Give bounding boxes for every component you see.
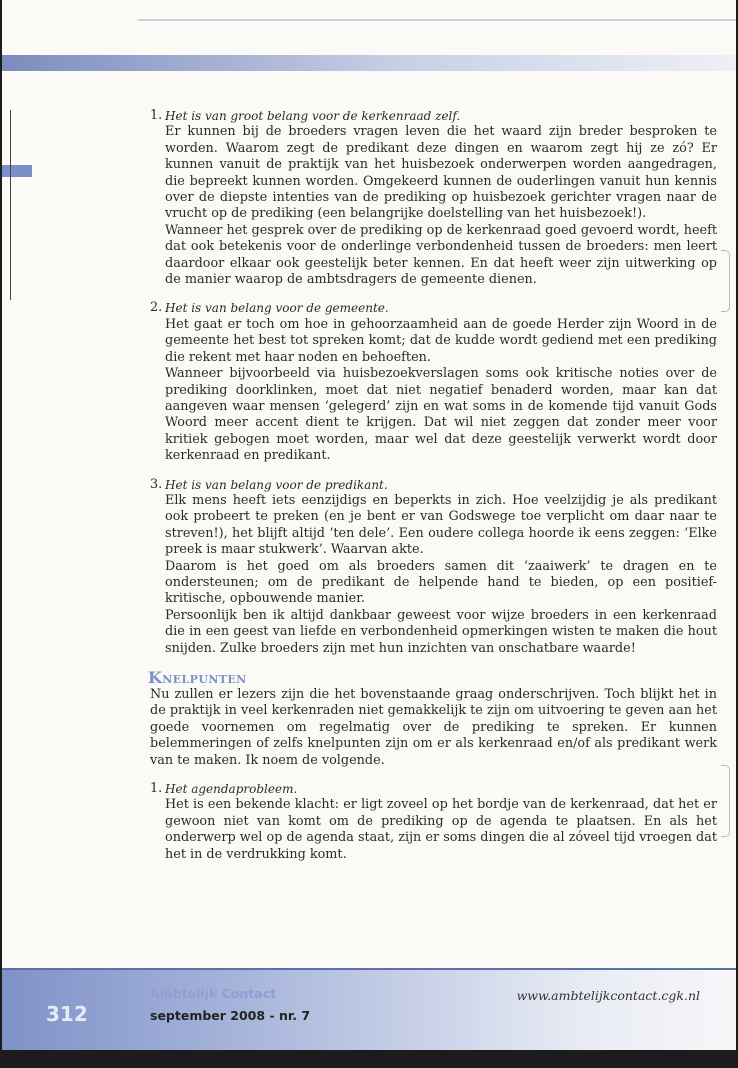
item-paragraph: Persoonlijk ben ik altijd dankbaar geweest voor wijze broeders in een kerkenraad die in een geest van liefde en verbondenheid opmerkingen wisten te maken die hout snijden. Zulke broeders zijn met hun inzichten van onschatbare waarde!: [165, 607, 717, 656]
item-body: [165, 108, 717, 288]
item-body: [165, 477, 717, 657]
item-paragraph: Elk mens heeft iets eenzijdigs en beperkts in zich. Hoe veelzijdig je als predikant ook probeert te preken (en je bent er van Godswege toe verplicht om daar naar te streven!), het blijft altijd ‘ten dele’. Een oudere collega hoorde ik eens zeggen: ‘Elke preek is maar stukwerk’. Waarvan akte.: [165, 492, 717, 558]
item-number: 3.: [150, 476, 163, 492]
section-intro: Nu zullen er lezers zijn die het bovenstaande graag onderschrijven. Toch blijkt het in de praktijk in veel kerkenraden niet gemakkelijk te zijn om uitvoering te geven aan het goede voornemen om regelmatig over de prediking te spreken. Er kunnen belemmeringen of zelfs knelpunten zijn om er als kerkenraad en/of als predikant werk van te maken. Ik noem de volgende.: [150, 687, 717, 768]
item-paragraph: Daarom is het goed om als broeders samen dit ‘zaaiwerk’ te dragen en te ondersteunen; om de predikant de helpende hand te bieden, op een positief-kritische, opbouwende manier.: [165, 558, 717, 607]
item-title: Het is van groot belang voor de kerkenraad zelf.: [165, 109, 461, 123]
publication-name: Ambtelijk Contact: [150, 986, 277, 1001]
top-rule: [138, 19, 736, 21]
item-paragraph: Er kunnen bij de broeders vragen leven die het waard zijn breder besproken te worden. Waarom zegt de predikant deze dingen en waarom zegt hij ze zó? Er kunnen vanuit de praktijk van het huisbezoek onderwerpen worden aangedragen, die bepreekt kunnen worden. Omgekeerd kunnen de ouderlingen vanuit hun kennis over de diepste intenties van de prediking op huisbezoek gerichter vragen naar de vrucht op de prediking (een belangrijke doelstelling van het huisbezoek!).: [165, 124, 717, 222]
margin-line: [10, 110, 11, 300]
header-band: [2, 55, 736, 71]
item-paragraph: Het gaat er toch om hoe in gehoorzaamheid aan de goede Herder zijn Woord in de gemeente het best tot spreken komt; dat de kudde wordt gediend met een prediking die rekent met haar noden en behoeften.: [165, 316, 717, 365]
page-number: 312: [46, 1002, 88, 1026]
page: [2, 0, 736, 1050]
article-body: [150, 108, 717, 875]
item-body: [165, 300, 717, 464]
problems-list: [150, 781, 717, 863]
list-item: [150, 108, 717, 288]
item-title: Het is van belang voor de predikant.: [165, 477, 388, 492]
item-body: [165, 781, 717, 863]
item-title: Het is van belang voor de gemeente.: [165, 301, 389, 316]
list-item: [150, 477, 717, 657]
list-item: [150, 781, 717, 863]
footer-rule: [2, 968, 736, 970]
item-number: 2.: [150, 300, 163, 316]
website-url: www.ambtelijkcontact.cgk.nl: [516, 988, 700, 1003]
side-marker: [2, 165, 32, 177]
issue-info: september 2008 - nr. 7: [150, 1008, 311, 1023]
list-item: [150, 300, 717, 464]
item-number: 1.: [150, 781, 163, 797]
binder-clip-bottom: [721, 765, 730, 837]
item-title: Het agendaprobleem.: [165, 782, 298, 797]
item-paragraph: Het is een bekende klacht: er ligt zoveel op het bordje van de kerkenraad, dat het er gewoon niet van komt om de prediking op de agenda te plaatsen. En als het onderwerp wel op de agenda staat, zijn er soms dingen die al zóveel tijd vroegen dat het in de verdrukking komt.: [165, 797, 717, 862]
binder-clip-top: [721, 250, 730, 312]
item-paragraph: Wanneer bijvoorbeeld via huisbezoekverslagen soms ook kritische noties over de prediking doorklinken, moet dat niet negatief benaderd worden, maar kan dat aangeven waar mensen ‘gelegerd’ zijn en wat soms in de komende tijd vanuit Gods Woord meer accent dient te krijgen. Dat wil niet zeggen dat zonder meer voor kritiek gebogen moet worden, maar wel dat deze geestelijk verwerkt wordt door kerkenraad en predikant.: [165, 366, 717, 464]
benefits-list: [150, 108, 717, 657]
section-heading: Knelpunten: [148, 668, 247, 687]
item-number: 1.: [150, 108, 163, 123]
footer-band: [2, 968, 736, 1050]
item-paragraph: Wanneer het gesprek over de prediking op de kerkenraad goed gevoerd wordt, heeft dat ook betekenis voor de onderlinge verbondenheid tussen de broeders: men leert daardoor elkaar ook geestelijk beter kennen. En dat heeft weer zijn uitwerking op de manier waarop de ambtsdragers de gemeente dienen.: [165, 222, 717, 288]
